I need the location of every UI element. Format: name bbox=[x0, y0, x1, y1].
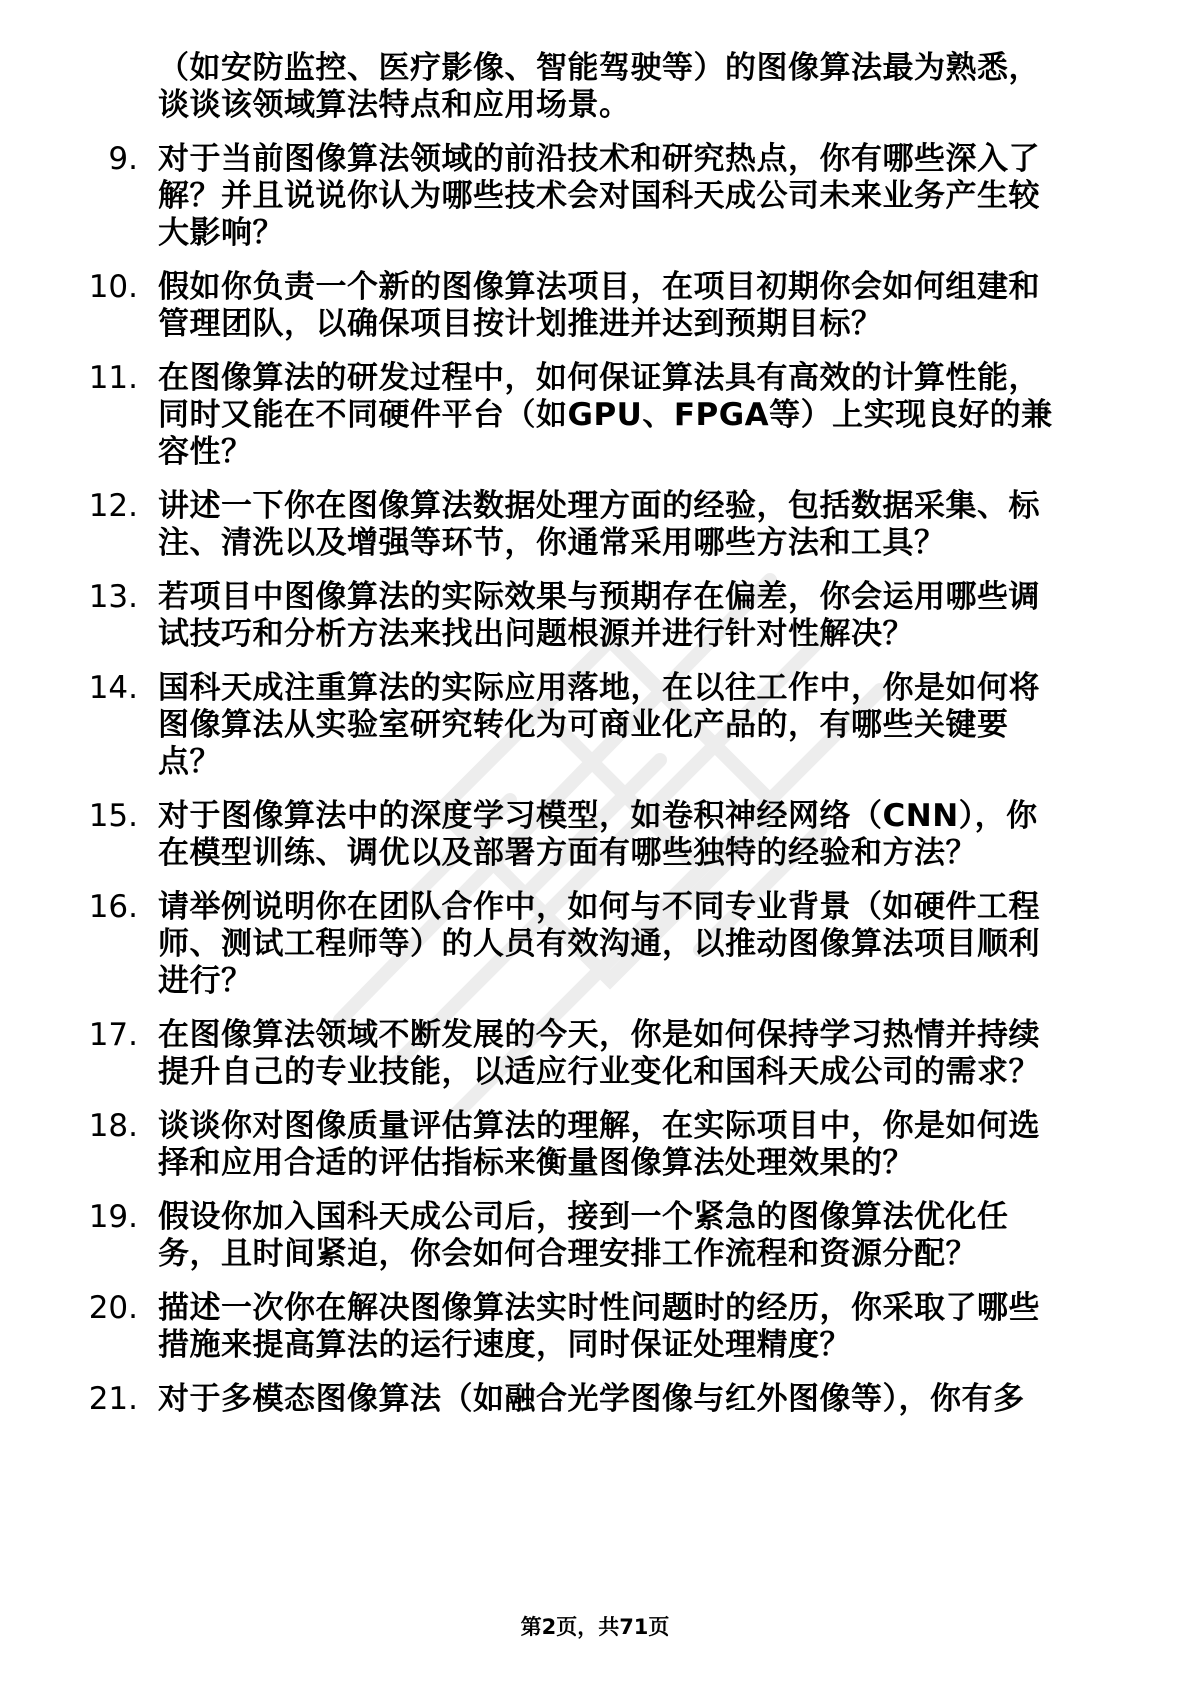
text-line: 谈谈该领域算法特点和应用场景。 bbox=[158, 87, 631, 123]
text-line: （如安防监控、医疗影像、智能驾驶等）的图像算法最为熟悉， bbox=[158, 50, 1040, 86]
text-line: 师、测试工程师等）的人员有效沟通，以推动图像算法项目顺利 bbox=[158, 926, 1040, 962]
text-line: 讲述一下你在图像算法数据处理方面的经验，包括数据采集、标 bbox=[158, 488, 1040, 524]
question-item bbox=[0, 798, 1190, 872]
text-line: 注、清洗以及增强等环节，你通常采用哪些方法和工具？ bbox=[158, 525, 946, 561]
text-line: 管理团队，以确保项目按计划推进并达到预期目标？ bbox=[158, 306, 883, 342]
question-number: 18. bbox=[88, 1108, 138, 1144]
question-item bbox=[0, 269, 1190, 343]
question-item bbox=[0, 1108, 1190, 1182]
text-line: 若项目中图像算法的实际效果与预期存在偏差，你会运用哪些调 bbox=[158, 579, 1040, 615]
question-number: 16. bbox=[88, 889, 138, 925]
text-line: 描述一次你在解决图像算法实时性问题时的经历，你采取了哪些 bbox=[158, 1290, 1040, 1326]
question-number: 9. bbox=[108, 141, 138, 177]
text-line: 谈谈你对图像质量评估算法的理解，在实际项目中，你是如何选 bbox=[158, 1108, 1040, 1144]
question-item bbox=[0, 1290, 1190, 1364]
question-number: 17. bbox=[88, 1017, 138, 1053]
text-line: 在模型训练、调优以及部署方面有哪些独特的经验和方法？ bbox=[158, 835, 977, 871]
question-number: 12. bbox=[88, 488, 138, 524]
question-number: 19. bbox=[88, 1199, 138, 1235]
text-line: 容性？ bbox=[158, 434, 253, 470]
text-line: 大影响？ bbox=[158, 215, 284, 251]
question-number: 10. bbox=[88, 269, 138, 305]
text-line: 同时又能在不同硬件平台（如GPU、FPGA等）上实现良好的兼 bbox=[158, 397, 1053, 433]
text-line: 请举例说明你在团队合作中，如何与不同专业背景（如硬件工程 bbox=[158, 889, 1040, 925]
text-line: 对于多模态图像算法（如融合光学图像与红外图像等），你有多 bbox=[158, 1381, 1025, 1417]
question-number: 20. bbox=[88, 1290, 138, 1326]
question-number: 21. bbox=[88, 1381, 138, 1417]
question-number: 13. bbox=[88, 579, 138, 615]
text-line: 图像算法从实验室研究转化为可商业化产品的，有哪些关键要 bbox=[158, 707, 1009, 743]
text-line: 择和应用合适的评估指标来衡量图像算法处理效果的？ bbox=[158, 1145, 914, 1181]
question-item bbox=[0, 889, 1190, 1000]
text-line: 假设你加入国科天成公司后，接到一个紧急的图像算法优化任 bbox=[158, 1199, 1009, 1235]
question-number: 15. bbox=[88, 798, 138, 834]
text-line: 假如你负责一个新的图像算法项目，在项目初期你会如何组建和 bbox=[158, 269, 1040, 305]
text-line: 解？并且说说你认为哪些技术会对国科天成公司未来业务产生较 bbox=[158, 178, 1040, 214]
text-line: 进行？ bbox=[158, 963, 253, 999]
text-line: 点？ bbox=[158, 744, 221, 780]
question-item bbox=[0, 360, 1190, 471]
question-item bbox=[0, 141, 1190, 252]
question-item bbox=[0, 1017, 1190, 1091]
text-line: 对于图像算法中的深度学习模型，如卷积神经网络（CNN），你 bbox=[158, 798, 1038, 834]
question-list bbox=[0, 50, 1190, 1435]
page-footer: 第2页，共71页 bbox=[520, 1615, 670, 1639]
question-item bbox=[0, 1381, 1190, 1418]
text-line: 对于当前图像算法领域的前沿技术和研究热点，你有哪些深入了 bbox=[158, 141, 1040, 177]
text-line: 提升自己的专业技能，以适应行业变化和国科天成公司的需求？ bbox=[158, 1054, 1040, 1090]
question-item bbox=[0, 488, 1190, 562]
question-item bbox=[0, 670, 1190, 781]
text-line: 在图像算法的研发过程中，如何保证算法具有高效的计算性能， bbox=[158, 360, 1040, 396]
text-line: 措施来提高算法的运行速度，同时保证处理精度？ bbox=[158, 1327, 851, 1363]
question-item bbox=[0, 579, 1190, 653]
question-number: 14. bbox=[88, 670, 138, 706]
text-line: 国科天成注重算法的实际应用落地，在以往工作中，你是如何将 bbox=[158, 670, 1040, 706]
text-line: 务，且时间紧迫，你会如何合理安排工作流程和资源分配？ bbox=[158, 1236, 977, 1272]
intro-paragraph bbox=[0, 50, 1190, 124]
question-number: 11. bbox=[88, 360, 138, 396]
question-item bbox=[0, 1199, 1190, 1273]
text-line: 在图像算法领域不断发展的今天，你是如何保持学习热情并持续 bbox=[158, 1017, 1040, 1053]
text-line: 试技巧和分析方法来找出问题根源并进行针对性解决？ bbox=[158, 616, 914, 652]
